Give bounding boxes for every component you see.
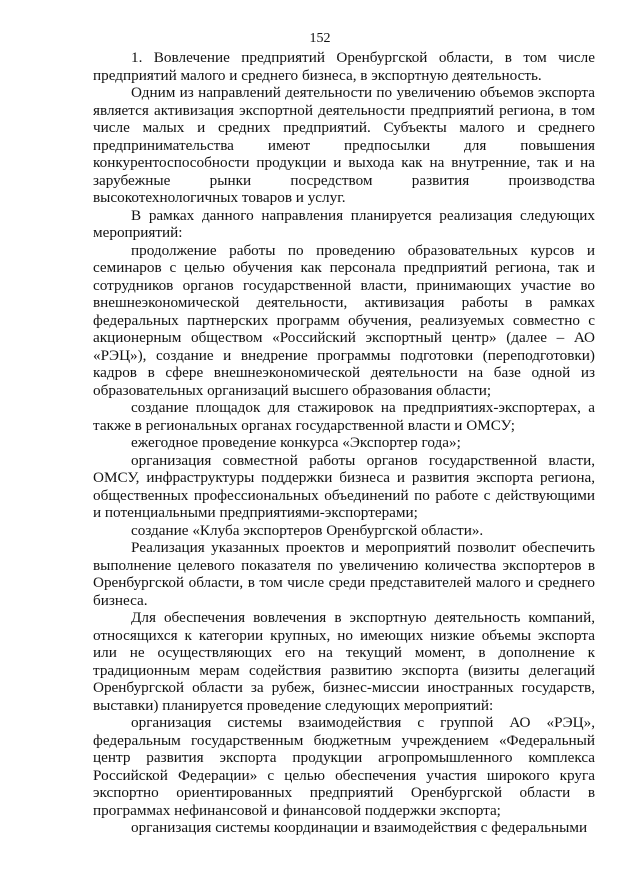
paragraph: организация совместной работы органов государственной власти, ОМСУ, инфраструктуры поддержки бизнеса и развития экспорта региона, общественных профессиональных объединений по работе с действующими и потенциальными предприятиями-экспортерами; (93, 451, 595, 521)
document-body (93, 49, 595, 837)
paragraph: Одним из направлений деятельности по увеличению объемов экспорта является активизация экспортной деятельности предприятий региона, в том числе малых и средних предприятий. Субъекты малого и среднего предпринимательства имеют предпосылки для повышения конкурентоспособности продукции и выхода как на внутренние, так и на зарубежные рынки посредством развития производства высокотехнологичных товаров и услуг. (93, 84, 595, 206)
page-number: 152 (309, 31, 331, 46)
paragraph: продолжение работы по проведению образовательных курсов и семинаров с целью обучения как персонала предприятий региона, так и сотрудников органов государственной власти, принимающих участие во внешнеэкономической деятельности, активизация работы в рамках федеральных партнерских программ обучения, реализуемых совместно с акционерным обществом «Российский экспортный центр» (далее – АО «РЭЦ»), создание и внедрение программы подготовки (переподготовки) кадров в сфере внешнеэкономической деятельности на базе одной из образовательных организаций высшего образования области; (93, 241, 595, 399)
paragraph: 1. Вовлечение предприятий Оренбургской области, в том числе предприятий малого и среднего бизнеса, в экспортную деятельность. (93, 49, 595, 84)
paragraph: создание площадок для стажировок на предприятиях-экспортерах, а также в региональных органах государственной власти и ОМСУ; (93, 399, 595, 434)
paragraph: Реализация указанных проектов и мероприятий позволит обеспечить выполнение целевого показателя по увеличению количества экспортеров в Оренбургской области, в том числе среди представителей малого и среднего бизнеса. (93, 539, 595, 609)
paragraph: организация системы координации и взаимодействия с федеральными (131, 819, 588, 836)
paragraph: Для обеспечения вовлечения в экспортную деятельность компаний, относящихся к категории крупных, но имеющих низкие объемы экспорта или не осуществляющих его на текущий момент, в дополнение к традиционным мерам содействия развитию экспорта (визиты делегаций Оренбургской области за рубеж, бизнес-миссии иностранных государств, выставки) планируется проведение следующих мероприятий: (93, 609, 595, 714)
paragraph: ежегодное проведение конкурса «Экспортер года»; (131, 434, 461, 451)
paragraph: создание «Клуба экспортеров Оренбургской области». (131, 521, 484, 539)
paragraph: В рамках данного направления планируется реализация следующих мероприятий: (93, 206, 595, 241)
paragraph: организация системы взаимодействия с группой АО «РЭЦ», федеральным государственным бюджетным учреждением «Федеральный центр развития экспорта продукции агропромышленного комплекса Российской Федерации» с целью обеспечения участия широкого круга экспортно ориентированных предприятий Оренбургской области в программах нефинансовой и финансовой поддержки экспорта; (93, 714, 595, 819)
